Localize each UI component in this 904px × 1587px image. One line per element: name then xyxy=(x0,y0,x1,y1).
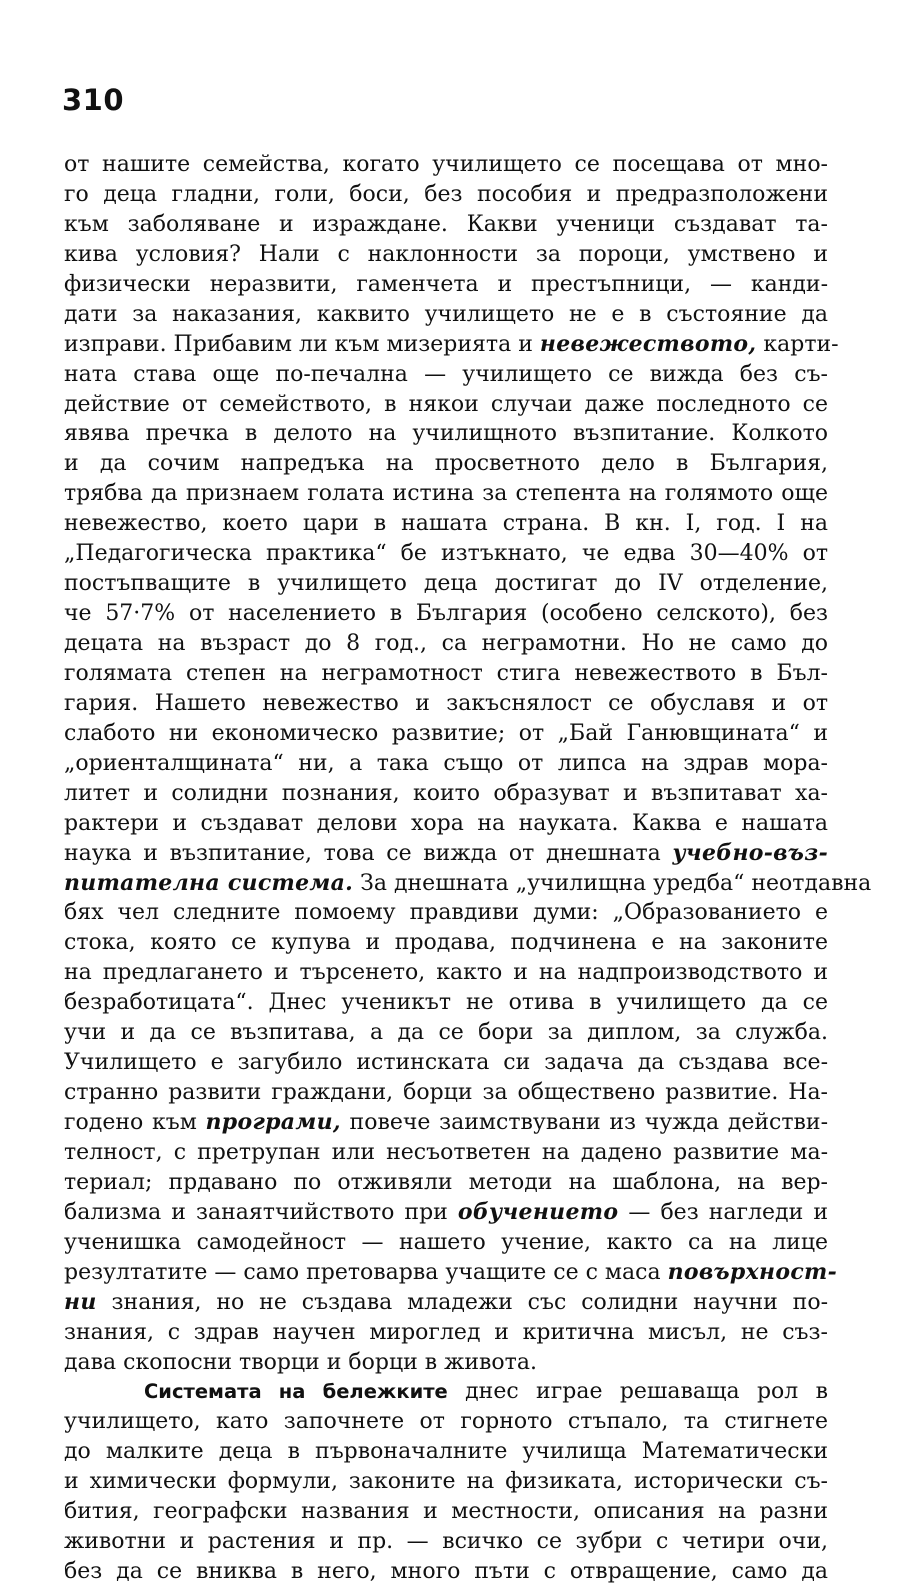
text-line xyxy=(64,719,828,749)
text-run: физически неразвити, гаменчета и престъпници, — канди- xyxy=(64,271,828,297)
text-line xyxy=(64,1138,828,1168)
text-line xyxy=(64,330,839,360)
text-run: карти- xyxy=(756,331,839,357)
text-run: „Педагогическа практика“ бе изтъкнато, че едва 30—40% от xyxy=(64,541,828,567)
emphasized-text: ни xyxy=(64,1288,97,1315)
text-run: ната става още по-печална — училището се вижда без съ- xyxy=(64,361,828,387)
text-line xyxy=(64,270,828,300)
text-run: наука и възпитание, това се вижда от днешната xyxy=(64,840,673,866)
text-line xyxy=(64,479,828,509)
text-run: безработицата“. Днес ученикът не отива в училището да се xyxy=(64,990,828,1016)
text-line xyxy=(64,1318,828,1348)
text-line xyxy=(64,150,828,180)
text-line xyxy=(64,1557,828,1587)
text-line xyxy=(64,390,828,420)
emphasized-text: учебно-въз- xyxy=(672,839,828,866)
text-run: бализма и занаятчийството при xyxy=(64,1199,458,1225)
text-line xyxy=(64,180,828,210)
text-run: „ориенталщината“ ни, а така също от липса на здрав мора- xyxy=(64,750,828,776)
text-line xyxy=(64,1108,828,1138)
emphasized-text: обучението xyxy=(457,1198,619,1225)
text-run: Училището е загубило истинската си задача да създава все- xyxy=(64,1050,828,1076)
text-line xyxy=(64,599,828,629)
text-run: и химически формули, законите на физиката, исторически съ- xyxy=(64,1469,828,1495)
text-run: За днешната „училищна уредба“ неотдавна xyxy=(353,870,872,896)
text-line xyxy=(64,1377,828,1407)
page-number: 310 xyxy=(62,83,125,117)
text-line xyxy=(64,360,828,390)
text-line xyxy=(64,1258,838,1288)
body-text xyxy=(64,150,872,1587)
text-run: знания, но не създава младежи със солидни научни по- xyxy=(96,1289,828,1315)
text-line xyxy=(64,958,828,988)
text-line xyxy=(64,898,828,928)
text-line xyxy=(64,419,828,449)
text-line xyxy=(64,749,828,779)
text-run: годено към xyxy=(64,1110,206,1135)
text-run: бития, географски названия и местности, описания на разни xyxy=(64,1499,828,1525)
text-run: стока, която се купува и продава, подчинена е на законите xyxy=(64,930,828,956)
text-line xyxy=(64,988,828,1018)
text-line xyxy=(64,1078,828,1108)
text-run: явява пречка в делото на училищното възпитание. Колкото xyxy=(64,421,828,447)
text-run: днес играе решаваща рол в xyxy=(447,1379,828,1405)
text-line xyxy=(64,659,828,689)
text-run: го деца гладни, голи, боси, без пособия и предразположени xyxy=(64,181,828,207)
text-run: на предлагането и търсенето, както и на надпроизводството и xyxy=(64,960,828,986)
text-run: към заболяване и израждане. Какви ученици създават та- xyxy=(64,211,828,237)
text-line xyxy=(64,210,828,240)
text-run: дава скопосни творци и борци в живота. xyxy=(64,1349,537,1375)
text-run: кива условия? Нали с наклонности за пороци, умствено и xyxy=(64,241,828,267)
section-heading-inline: Системата на бележките xyxy=(144,1380,448,1404)
text-line xyxy=(64,1348,828,1378)
text-run: гария. Нашето невежество и закъснялост се обуславя и от xyxy=(64,690,828,716)
text-run: ученишка самодейност — нашето учение, както са на лице xyxy=(64,1229,828,1255)
text-line xyxy=(64,1437,828,1467)
emphasized-text: питателна система. xyxy=(64,869,354,896)
text-line xyxy=(64,509,828,539)
text-line xyxy=(64,1497,828,1527)
text-line xyxy=(64,300,828,330)
text-line xyxy=(64,779,828,809)
text-run: слабото ни економическо развитие; от „Бай Ганювщината“ и xyxy=(64,720,828,746)
text-run: знания, с здрав научен мироглед и критична мисъл, не съз- xyxy=(64,1319,828,1345)
emphasized-text: повърхност- xyxy=(667,1258,838,1285)
text-line xyxy=(64,1198,828,1228)
text-line xyxy=(64,1527,828,1557)
text-run: териал; прдавано по отживяли методи на шаблона, на вер- xyxy=(64,1169,828,1195)
text-run: изправи. Прибавим ли към мизерията и xyxy=(64,331,540,357)
text-line xyxy=(64,1048,828,1078)
text-line xyxy=(64,539,828,569)
text-run: животни и растения и пр. — всичко се зубри с четири очи, xyxy=(64,1529,828,1555)
text-line xyxy=(64,869,872,899)
text-line xyxy=(64,1407,828,1437)
text-run: невежество, което цари в нашата страна. В кн. I, год. I на xyxy=(64,511,828,537)
text-run: от нашите семейства, когато училището се посещава от мно- xyxy=(64,152,828,177)
text-line xyxy=(64,809,828,839)
text-line xyxy=(64,928,828,958)
text-run: и да сочим напредъка на просветното дело в България, xyxy=(64,451,828,477)
text-run: литет и солидни познания, които образуват и възпитават ха- xyxy=(64,780,828,806)
text-line xyxy=(64,1288,828,1318)
text-run: училището, като започнете от горното стъпало, та стигнете xyxy=(64,1409,828,1435)
text-run: постъпващите в училището деца достигат до IV отделение, xyxy=(64,571,828,597)
text-line xyxy=(64,1467,828,1497)
text-run: резултатите — само претоварва учащите се с маса xyxy=(64,1259,668,1285)
text-run: учи и да се възпитава, а да се бори за диплом, за служба. xyxy=(64,1020,828,1046)
text-run: децата на възраст до 8 год., са неграмотни. Но не само до xyxy=(64,631,828,656)
text-run: че 57·7% от населението в България (особено селското), без xyxy=(64,601,828,627)
text-run: трябва да признаем голата истина за степента на голямото още xyxy=(64,481,828,507)
emphasized-text: невежеството, xyxy=(539,330,757,357)
text-line xyxy=(64,839,828,869)
text-run: бях чел следните помоему правдиви думи: „Образованието е xyxy=(64,900,828,926)
text-run: до малките деца в първоначалните училища Математически xyxy=(64,1439,828,1465)
text-run: без да се вниква в него, много пъти с отвращение, само да xyxy=(64,1559,828,1585)
text-line xyxy=(64,449,828,479)
text-run: действие от семейството, в някои случаи даже последното се xyxy=(64,391,828,417)
text-line xyxy=(64,1168,828,1198)
emphasized-text: програми, xyxy=(205,1109,341,1135)
text-run: повече заимствувани из чужда действи- xyxy=(340,1110,828,1135)
text-line xyxy=(64,629,828,659)
text-run: дати за наказания, каквито училището не е в състояние да xyxy=(64,301,828,327)
text-run: голямата степен на неграмотност стига невежеството в Бъл- xyxy=(64,660,828,686)
text-line xyxy=(64,240,828,270)
text-run: телност, с претрупан или несъответен на дадено развитие ма- xyxy=(64,1139,828,1165)
text-line xyxy=(64,569,828,599)
text-line xyxy=(64,1228,828,1258)
text-run: странно развити граждани, борци за обществено развитие. На- xyxy=(64,1080,828,1106)
text-run: — без нагледи и xyxy=(618,1199,828,1225)
text-line xyxy=(64,689,828,719)
text-run: рактери и създават делови хора на науката. Каква е нашата xyxy=(64,810,828,836)
text-line xyxy=(64,1018,828,1048)
